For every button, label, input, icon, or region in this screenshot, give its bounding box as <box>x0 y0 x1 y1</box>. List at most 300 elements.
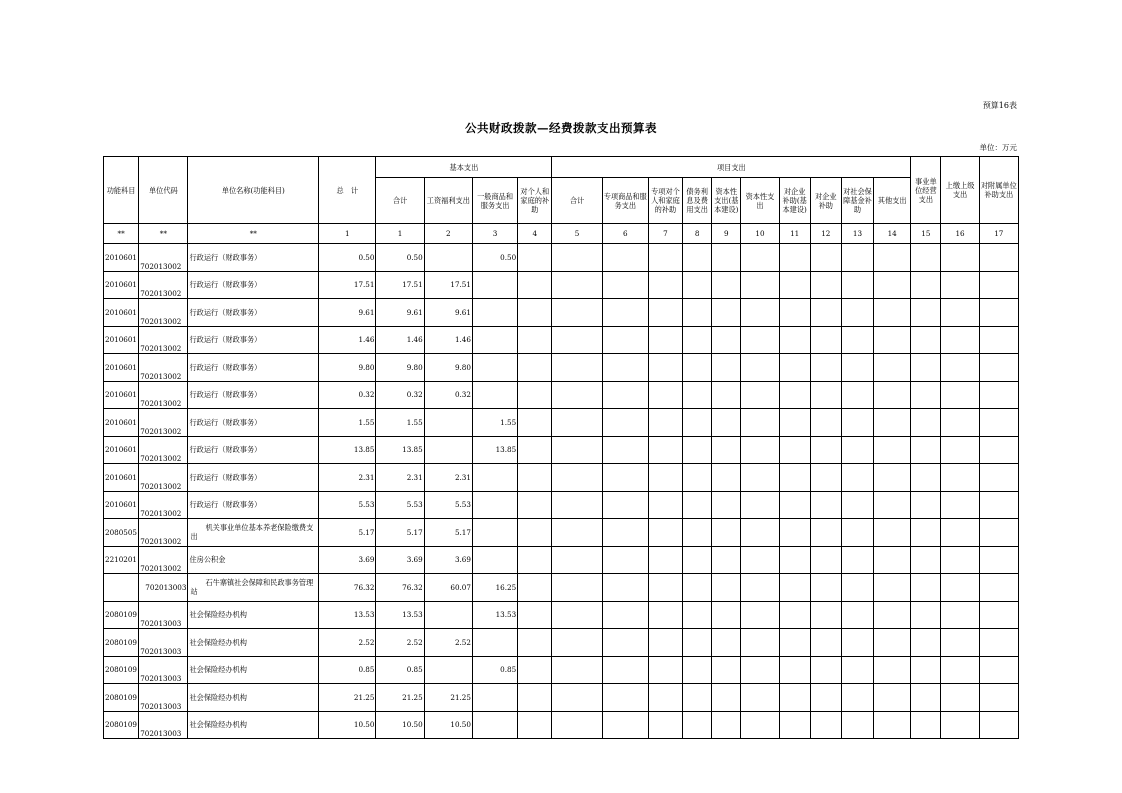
wage-cell <box>424 656 472 684</box>
empty-cell <box>779 519 810 547</box>
empty-cell <box>552 326 602 354</box>
col-special-goods: 专项商品和服务支出 <box>602 178 648 224</box>
empty-cell <box>741 409 779 437</box>
unit-code-cell: 702013002 <box>139 409 188 437</box>
empty-cell <box>979 381 1018 409</box>
empty-cell <box>741 684 779 712</box>
empty-cell <box>979 354 1018 382</box>
empty-cell <box>683 519 712 547</box>
empty-cell <box>841 656 873 684</box>
empty-cell <box>648 574 682 602</box>
subject-code-cell: 2010601 <box>104 271 139 299</box>
goods-services-cell <box>472 491 517 519</box>
subject-code-cell: 2010601 <box>104 354 139 382</box>
empty-cell <box>841 409 873 437</box>
empty-cell <box>874 271 911 299</box>
empty-cell <box>911 464 941 492</box>
empty-cell <box>810 381 841 409</box>
empty-cell <box>712 546 741 574</box>
goods-services-cell <box>472 546 517 574</box>
empty-cell <box>941 684 979 712</box>
empty-cell <box>810 271 841 299</box>
empty-cell <box>518 299 552 327</box>
unit-name-cell: 机关事业单位基本养老保险缴费支出 <box>188 519 319 547</box>
unit-name-cell: 行政运行（财政事务） <box>188 271 319 299</box>
unit-code-cell: 702013003 <box>139 656 188 684</box>
empty-cell <box>741 436 779 464</box>
wage-cell: 9.61 <box>424 299 472 327</box>
empty-cell <box>779 656 810 684</box>
empty-cell <box>683 601 712 629</box>
empty-cell <box>648 464 682 492</box>
empty-cell <box>683 491 712 519</box>
unit-code-cell: 702013002 <box>139 299 188 327</box>
unit-code-cell: 702013002 <box>139 244 188 272</box>
empty-cell <box>874 629 911 657</box>
table-row <box>104 711 1019 739</box>
empty-cell <box>874 546 911 574</box>
empty-cell <box>712 436 741 464</box>
unit-name-cell: 社会保险经办机构 <box>188 629 319 657</box>
unit-name-cell: 行政运行（财政事务） <box>188 491 319 519</box>
index-cell: 5 <box>552 224 602 244</box>
index-cell: 2 <box>424 224 472 244</box>
total-cell: 17.51 <box>319 271 376 299</box>
empty-cell <box>979 601 1018 629</box>
empty-cell <box>602 684 648 712</box>
basic-subtotal-cell: 13.53 <box>376 601 424 629</box>
total-cell: 21.25 <box>319 684 376 712</box>
unit-name-cell: 住房公积金 <box>188 546 319 574</box>
empty-cell <box>712 711 741 739</box>
empty-cell <box>979 326 1018 354</box>
empty-cell <box>874 519 911 547</box>
col-unit-code: 单位代码 <box>139 157 188 224</box>
unit-name-cell: 社会保险经办机构 <box>188 711 319 739</box>
empty-cell <box>941 299 979 327</box>
empty-cell <box>979 244 1018 272</box>
empty-cell <box>552 546 602 574</box>
empty-cell <box>648 299 682 327</box>
basic-subtotal-cell: 3.69 <box>376 546 424 574</box>
basic-subtotal-cell: 9.61 <box>376 299 424 327</box>
empty-cell <box>602 546 648 574</box>
total-cell: 2.31 <box>319 464 376 492</box>
unit-name-cell: 行政运行（财政事务） <box>188 436 319 464</box>
empty-cell <box>841 601 873 629</box>
wage-cell: 3.69 <box>424 546 472 574</box>
empty-cell <box>979 546 1018 574</box>
empty-cell <box>712 299 741 327</box>
empty-cell <box>810 354 841 382</box>
total-cell: 13.85 <box>319 436 376 464</box>
empty-cell <box>602 326 648 354</box>
empty-cell <box>911 574 941 602</box>
subject-code-cell: 2080505 <box>104 519 139 547</box>
basic-subtotal-cell: 76.32 <box>376 574 424 602</box>
empty-cell <box>941 436 979 464</box>
index-cell: 1 <box>319 224 376 244</box>
empty-cell <box>712 326 741 354</box>
empty-cell <box>552 381 602 409</box>
unit-code-cell: 702013003 <box>139 629 188 657</box>
empty-cell <box>779 464 810 492</box>
empty-cell <box>841 711 873 739</box>
goods-services-cell <box>472 464 517 492</box>
empty-cell <box>911 711 941 739</box>
empty-cell <box>518 271 552 299</box>
empty-cell <box>712 409 741 437</box>
empty-cell <box>648 491 682 519</box>
empty-cell <box>648 684 682 712</box>
empty-cell <box>810 326 841 354</box>
empty-cell <box>712 519 741 547</box>
goods-services-cell <box>472 299 517 327</box>
empty-cell <box>911 326 941 354</box>
empty-cell <box>648 354 682 382</box>
goods-services-cell <box>472 381 517 409</box>
wage-cell: 17.51 <box>424 271 472 299</box>
total-cell: 1.55 <box>319 409 376 437</box>
empty-cell <box>648 244 682 272</box>
empty-cell <box>552 601 602 629</box>
subject-code-cell: 2080109 <box>104 601 139 629</box>
form-number: 预算16表 <box>982 101 1017 110</box>
empty-cell <box>779 409 810 437</box>
index-row <box>104 224 1019 244</box>
empty-cell <box>741 629 779 657</box>
empty-cell <box>741 464 779 492</box>
table-row <box>104 519 1019 547</box>
page-title: 公共财政拨款—经费拨款支出预算表 <box>465 121 657 135</box>
basic-subtotal-cell: 2.31 <box>376 464 424 492</box>
empty-cell <box>518 601 552 629</box>
empty-cell <box>712 464 741 492</box>
empty-cell <box>941 574 979 602</box>
goods-services-cell <box>472 326 517 354</box>
empty-cell <box>941 546 979 574</box>
empty-cell <box>941 381 979 409</box>
empty-cell <box>979 271 1018 299</box>
empty-cell <box>810 601 841 629</box>
index-cell: 12 <box>810 224 841 244</box>
empty-cell <box>779 326 810 354</box>
empty-cell <box>779 629 810 657</box>
unit-code-cell: 702013002 <box>139 464 188 492</box>
subject-code-cell <box>104 574 139 602</box>
table-row <box>104 299 1019 327</box>
total-cell: 5.53 <box>319 491 376 519</box>
subject-code-cell: 2080109 <box>104 629 139 657</box>
empty-cell <box>874 409 911 437</box>
empty-cell <box>648 546 682 574</box>
goods-services-cell <box>472 711 517 739</box>
empty-cell <box>741 546 779 574</box>
unit-code-cell: 702013003 <box>139 684 188 712</box>
empty-cell <box>518 491 552 519</box>
col-social-security: 对社会保障基金补助 <box>841 178 873 224</box>
empty-cell <box>911 409 941 437</box>
empty-cell <box>741 326 779 354</box>
basic-subtotal-cell: 17.51 <box>376 271 424 299</box>
empty-cell <box>552 244 602 272</box>
goods-services-cell <box>472 684 517 712</box>
empty-cell <box>741 656 779 684</box>
col-group-project: 项目支出 <box>552 157 911 178</box>
empty-cell <box>518 656 552 684</box>
empty-cell <box>941 244 979 272</box>
empty-cell <box>518 381 552 409</box>
empty-cell <box>941 629 979 657</box>
wage-cell <box>424 244 472 272</box>
empty-cell <box>979 299 1018 327</box>
empty-cell <box>979 519 1018 547</box>
empty-cell <box>518 354 552 382</box>
empty-cell <box>841 684 873 712</box>
unit-name-cell: 行政运行（财政事务） <box>188 326 319 354</box>
empty-cell <box>941 601 979 629</box>
empty-cell <box>602 381 648 409</box>
col-goods-services: 一般商品和服务支出 <box>472 178 517 224</box>
empty-cell <box>810 656 841 684</box>
empty-cell <box>741 299 779 327</box>
wage-cell <box>424 409 472 437</box>
unit-code-cell: 702013002 <box>139 491 188 519</box>
table-row <box>104 436 1019 464</box>
total-cell: 10.50 <box>319 711 376 739</box>
empty-cell <box>683 409 712 437</box>
empty-cell <box>712 629 741 657</box>
empty-cell <box>552 464 602 492</box>
empty-cell <box>810 299 841 327</box>
total-cell: 3.69 <box>319 546 376 574</box>
empty-cell <box>602 271 648 299</box>
empty-cell <box>810 244 841 272</box>
subject-code-cell: 2010601 <box>104 381 139 409</box>
basic-subtotal-cell: 1.46 <box>376 326 424 354</box>
empty-cell <box>841 629 873 657</box>
empty-cell <box>841 299 873 327</box>
empty-cell <box>648 656 682 684</box>
empty-cell <box>841 519 873 547</box>
empty-cell <box>602 244 648 272</box>
empty-cell <box>602 491 648 519</box>
empty-cell <box>911 656 941 684</box>
empty-cell <box>941 326 979 354</box>
table-row <box>104 546 1019 574</box>
empty-cell <box>810 546 841 574</box>
goods-services-cell: 13.53 <box>472 601 517 629</box>
subject-code-cell: 2080109 <box>104 684 139 712</box>
unit-code-cell: 702013002 <box>139 436 188 464</box>
col-affiliate: 对附属单位补助支出 <box>979 157 1018 224</box>
index-cell: 6 <box>602 224 648 244</box>
empty-cell <box>741 491 779 519</box>
table-row <box>104 491 1019 519</box>
unit-code-cell: 702013003 <box>139 601 188 629</box>
unit-code-cell: 702013002 <box>139 519 188 547</box>
empty-cell <box>841 271 873 299</box>
unit-code-cell: 702013002 <box>139 326 188 354</box>
empty-cell <box>841 464 873 492</box>
empty-cell <box>683 711 712 739</box>
wage-cell: 2.31 <box>424 464 472 492</box>
table-row <box>104 574 1019 602</box>
empty-cell <box>779 381 810 409</box>
unit-name-cell: 社会保险经办机构 <box>188 684 319 712</box>
budget-table <box>103 156 1019 739</box>
empty-cell <box>518 546 552 574</box>
empty-cell <box>941 409 979 437</box>
empty-cell <box>712 601 741 629</box>
empty-cell <box>841 354 873 382</box>
empty-cell <box>911 684 941 712</box>
empty-cell <box>648 601 682 629</box>
empty-cell <box>911 601 941 629</box>
index-cell: 3 <box>472 224 517 244</box>
empty-cell <box>779 711 810 739</box>
empty-cell <box>518 684 552 712</box>
empty-cell <box>874 711 911 739</box>
empty-cell <box>841 326 873 354</box>
unit-code-cell: 702013002 <box>139 546 188 574</box>
empty-cell <box>712 354 741 382</box>
empty-cell <box>648 629 682 657</box>
empty-cell <box>979 629 1018 657</box>
empty-cell <box>648 271 682 299</box>
empty-cell <box>552 574 602 602</box>
empty-cell <box>518 629 552 657</box>
empty-cell <box>874 464 911 492</box>
empty-cell <box>779 244 810 272</box>
empty-cell <box>979 464 1018 492</box>
col-operating: 事业单位经营支出 <box>911 157 941 224</box>
empty-cell <box>518 409 552 437</box>
subject-code-cell: 2080109 <box>104 711 139 739</box>
table-row <box>104 656 1019 684</box>
wage-cell: 5.53 <box>424 491 472 519</box>
empty-cell <box>602 354 648 382</box>
basic-subtotal-cell: 2.52 <box>376 629 424 657</box>
empty-cell <box>874 326 911 354</box>
subject-code-cell: 2080109 <box>104 656 139 684</box>
basic-subtotal-cell: 13.85 <box>376 436 424 464</box>
goods-services-cell <box>472 271 517 299</box>
empty-cell <box>648 381 682 409</box>
goods-services-cell: 13.85 <box>472 436 517 464</box>
empty-cell <box>941 656 979 684</box>
total-cell: 76.32 <box>319 574 376 602</box>
empty-cell <box>979 574 1018 602</box>
index-cell: 14 <box>874 224 911 244</box>
empty-cell <box>683 299 712 327</box>
empty-cell <box>683 546 712 574</box>
empty-cell <box>979 684 1018 712</box>
col-group-basic: 基本支出 <box>376 157 552 178</box>
empty-cell <box>741 601 779 629</box>
empty-cell <box>841 436 873 464</box>
empty-cell <box>602 656 648 684</box>
empty-cell <box>552 491 602 519</box>
empty-cell <box>648 436 682 464</box>
table-row <box>104 629 1019 657</box>
wage-cell: 60.07 <box>424 574 472 602</box>
empty-cell <box>810 464 841 492</box>
empty-cell <box>810 629 841 657</box>
unit-name-cell: 行政运行（财政事务） <box>188 244 319 272</box>
index-cell: ** <box>188 224 319 244</box>
unit-name-cell: 行政运行（财政事务） <box>188 409 319 437</box>
total-cell: 13.53 <box>319 601 376 629</box>
empty-cell <box>874 381 911 409</box>
empty-cell <box>712 656 741 684</box>
empty-cell <box>911 546 941 574</box>
empty-cell <box>779 436 810 464</box>
wage-cell: 0.32 <box>424 381 472 409</box>
empty-cell <box>552 271 602 299</box>
empty-cell <box>911 519 941 547</box>
unit-name-cell: 行政运行（财政事务） <box>188 354 319 382</box>
col-wage: 工资福利支出 <box>424 178 472 224</box>
unit-name-cell: 行政运行（财政事务） <box>188 381 319 409</box>
empty-cell <box>979 436 1018 464</box>
empty-cell <box>779 299 810 327</box>
empty-cell <box>741 519 779 547</box>
total-cell: 1.46 <box>319 326 376 354</box>
subject-code-cell: 2010601 <box>104 436 139 464</box>
empty-cell <box>874 601 911 629</box>
index-cell: 16 <box>941 224 979 244</box>
goods-services-cell <box>472 519 517 547</box>
empty-cell <box>602 299 648 327</box>
index-cell: 7 <box>648 224 682 244</box>
subject-code-cell: 2010601 <box>104 299 139 327</box>
empty-cell <box>552 436 602 464</box>
empty-cell <box>518 464 552 492</box>
empty-cell <box>741 271 779 299</box>
empty-cell <box>941 519 979 547</box>
empty-cell <box>518 326 552 354</box>
empty-cell <box>874 574 911 602</box>
empty-cell <box>683 629 712 657</box>
basic-subtotal-cell: 5.17 <box>376 519 424 547</box>
index-cell: 15 <box>911 224 941 244</box>
col-capital: 资本性支出 <box>741 178 779 224</box>
empty-cell <box>810 711 841 739</box>
empty-cell <box>941 464 979 492</box>
empty-cell <box>518 574 552 602</box>
table-row <box>104 244 1019 272</box>
empty-cell <box>712 574 741 602</box>
empty-cell <box>810 519 841 547</box>
empty-cell <box>602 711 648 739</box>
empty-cell <box>779 574 810 602</box>
empty-cell <box>518 519 552 547</box>
col-unit-name: 单位名称(功能科目) <box>188 157 319 224</box>
empty-cell <box>552 684 602 712</box>
empty-cell <box>552 354 602 382</box>
empty-cell <box>841 244 873 272</box>
empty-cell <box>911 436 941 464</box>
unit-code-cell: 702013002 <box>139 381 188 409</box>
col-capital-basic: 资本性支出(基本建设) <box>712 178 741 224</box>
basic-subtotal-cell: 1.55 <box>376 409 424 437</box>
unit-code-cell: 702013002 <box>139 271 188 299</box>
basic-subtotal-cell: 5.53 <box>376 491 424 519</box>
index-cell: 9 <box>712 224 741 244</box>
wage-cell: 2.52 <box>424 629 472 657</box>
wage-cell <box>424 601 472 629</box>
